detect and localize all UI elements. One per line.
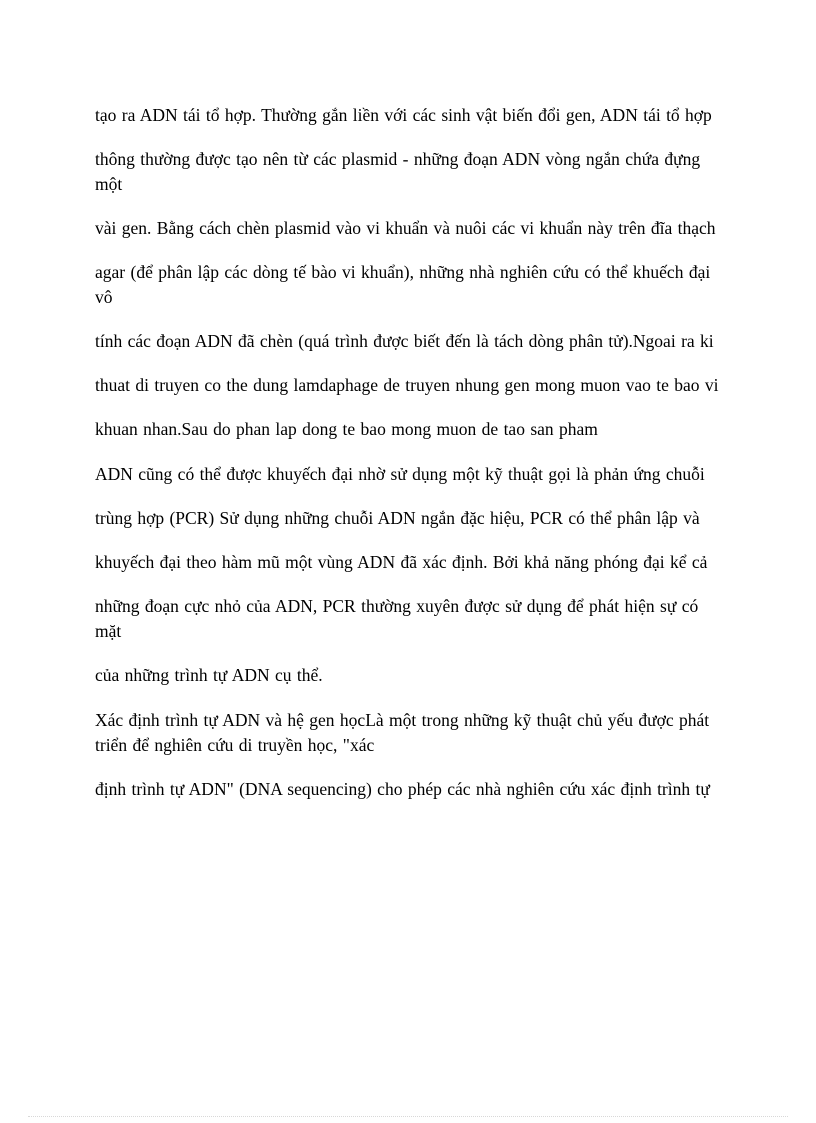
paragraph-3: vài gen. Bằng cách chèn plasmid vào vi khuẩn và nuôi các vi khuẩn này trên đĩa thạch xyxy=(95,218,716,238)
paragraph-14: định trình tự ADN" (DNA sequencing) cho phép các nhà nghiên cứu xác định trình tự xyxy=(95,779,710,799)
paragraph-4: agar (để phân lập các dòng tế bào vi khuẩn), những nhà nghiên cứu có thể khuếch đại vô xyxy=(95,262,711,307)
paragraph-10: khuyếch đại theo hàm mũ một vùng ADN đã xác định. Bởi khả năng phóng đại kể cả xyxy=(95,552,708,572)
paragraph-13: Xác định trình tự ADN và hệ gen họcLà một trong những kỹ thuật chủ yếu được phát triển để nghiên cứu di truyền học, "xác xyxy=(95,710,710,755)
paragraph-11: những đoạn cực nhỏ của ADN, PCR thường xuyên được sử dụng để phát hiện sự có mặt xyxy=(95,596,699,641)
page-bottom-divider xyxy=(28,1116,788,1117)
paragraph-1: tạo ra ADN tái tổ hợp. Thường gắn liền với các sinh vật biến đổi gen, ADN tái tổ hợp xyxy=(95,105,712,125)
paragraph-7: khuan nhan.Sau do phan lap dong te bao mong muon de tao san pham xyxy=(95,419,598,439)
paragraph-9: trùng hợp (PCR) Sử dụng những chuỗi ADN ngắn đặc hiệu, PCR có thể phân lập và xyxy=(95,508,700,528)
paragraph-12: của những trình tự ADN cụ thể. xyxy=(95,665,323,685)
paragraph-8: ADN cũng có thể được khuyếch đại nhờ sử dụng một kỹ thuật gọi là phản ứng chuỗi xyxy=(95,464,705,484)
paragraph-6: thuat di truyen co the dung lamdaphage de truyen nhung gen mong muon vao te bao vi xyxy=(95,375,719,395)
paragraph-2: thông thường được tạo nên từ các plasmid - những đoạn ADN vòng ngắn chứa đựng một xyxy=(95,149,701,194)
document-body xyxy=(95,103,723,821)
paragraph-5: tính các đoạn ADN đã chèn (quá trình được biết đến là tách dòng phân tử).Ngoai ra ki xyxy=(95,331,714,351)
